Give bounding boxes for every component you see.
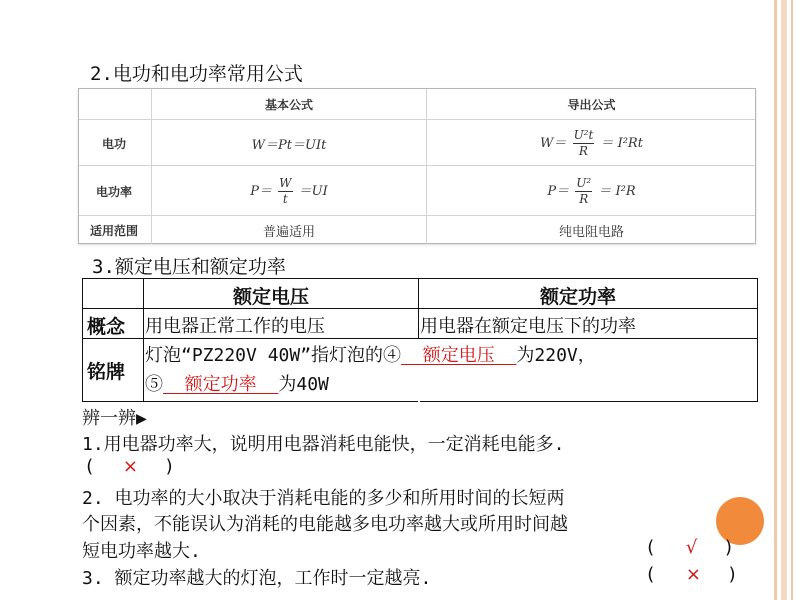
table-row xyxy=(79,215,755,244)
header-cell-basic: 基本公式 xyxy=(151,89,426,119)
row-label-concept: 概念 xyxy=(87,316,126,338)
table-row xyxy=(83,338,757,402)
section-3-heading: 3.额定电压和额定功率 xyxy=(92,256,286,278)
cross-mark-icon: × xyxy=(685,564,701,585)
concept-voltage: 用电器正常工作的电压 xyxy=(145,316,325,337)
rated-table-header-row xyxy=(83,279,757,308)
answer-blank-5: 额定功率 xyxy=(163,374,279,395)
slide-border-decoration xyxy=(756,0,800,600)
question-2-line-1: 2. 电功率的大小取决于消耗电能的多少和所用时间的长短两 xyxy=(82,488,565,509)
question-1-answer: ( × ) xyxy=(84,456,175,477)
fraction: $\frac{\text{U²t}}{R}$ xyxy=(573,127,594,158)
row-label-work: 电功 xyxy=(101,136,126,151)
row-label-nameplate: 铭牌 xyxy=(87,361,126,383)
formula-table xyxy=(78,88,756,244)
question-3: 3. 额定功率越大的灯泡，工作时一定越亮. xyxy=(82,568,432,589)
fraction: $\frac{W}{t}$ xyxy=(279,175,292,206)
answer-blank-4: 额定电压 xyxy=(401,345,517,366)
row-label-power: 电功率 xyxy=(95,184,132,199)
question-1: 1.用电器功率大，说明用电器消耗电能快，一定消耗电能多. xyxy=(82,434,565,455)
nameplate-line-1: 灯泡“PZ220V 40W”指灯泡的④ 额定电压 为220V， xyxy=(145,345,596,366)
table-row xyxy=(83,308,757,338)
check-mark-icon: √ xyxy=(685,537,698,558)
formula-table-header-row xyxy=(79,89,755,119)
fraction: $\frac{\text{U²}}{R}$ xyxy=(576,175,592,206)
scope-derived: 纯电阻电路 xyxy=(426,216,756,244)
question-2-answer: ( √ ) xyxy=(645,537,735,558)
header-cell-derived: 导出公式 xyxy=(426,89,756,119)
scope-basic: 普遍适用 xyxy=(151,216,426,244)
question-2-line-2: 个因素，不能误认为消耗的电能越多电功率越大或所用时间越 xyxy=(82,514,568,535)
power-basic-formula: P＝ $\frac{W}{t}$ ＝UI xyxy=(250,175,328,206)
discussion-title: 辨一辨▶ xyxy=(82,408,147,429)
header-cell-empty xyxy=(79,89,149,119)
table-row xyxy=(79,119,755,166)
header-rated-voltage: 额定电压 xyxy=(233,286,310,308)
cross-mark-icon: × xyxy=(122,456,138,477)
work-derived-formula: W＝ $\frac{\text{U²t}}{R}$ ＝ I²Rt xyxy=(540,127,643,158)
question-2-line-3: 短电功率越大. xyxy=(82,541,201,562)
power-derived-formula: P＝ $\frac{\text{U²}}{R}$ ＝ I²R xyxy=(547,175,636,206)
work-basic-formula: W＝Pt＝UIt xyxy=(251,137,327,153)
rated-values-table xyxy=(82,278,758,402)
question-3-answer: ( × ) xyxy=(645,564,738,585)
section-2-heading: 2.电功和电功率常用公式 xyxy=(90,63,303,85)
header-rated-power: 额定功率 xyxy=(540,286,617,308)
nameplate-line-2: ⑤ 额定功率 为40W xyxy=(145,374,329,395)
row-label-scope: 适用范围 xyxy=(89,223,138,238)
table-row xyxy=(79,165,755,216)
concept-power: 用电器在额定电压下的功率 xyxy=(420,316,636,337)
